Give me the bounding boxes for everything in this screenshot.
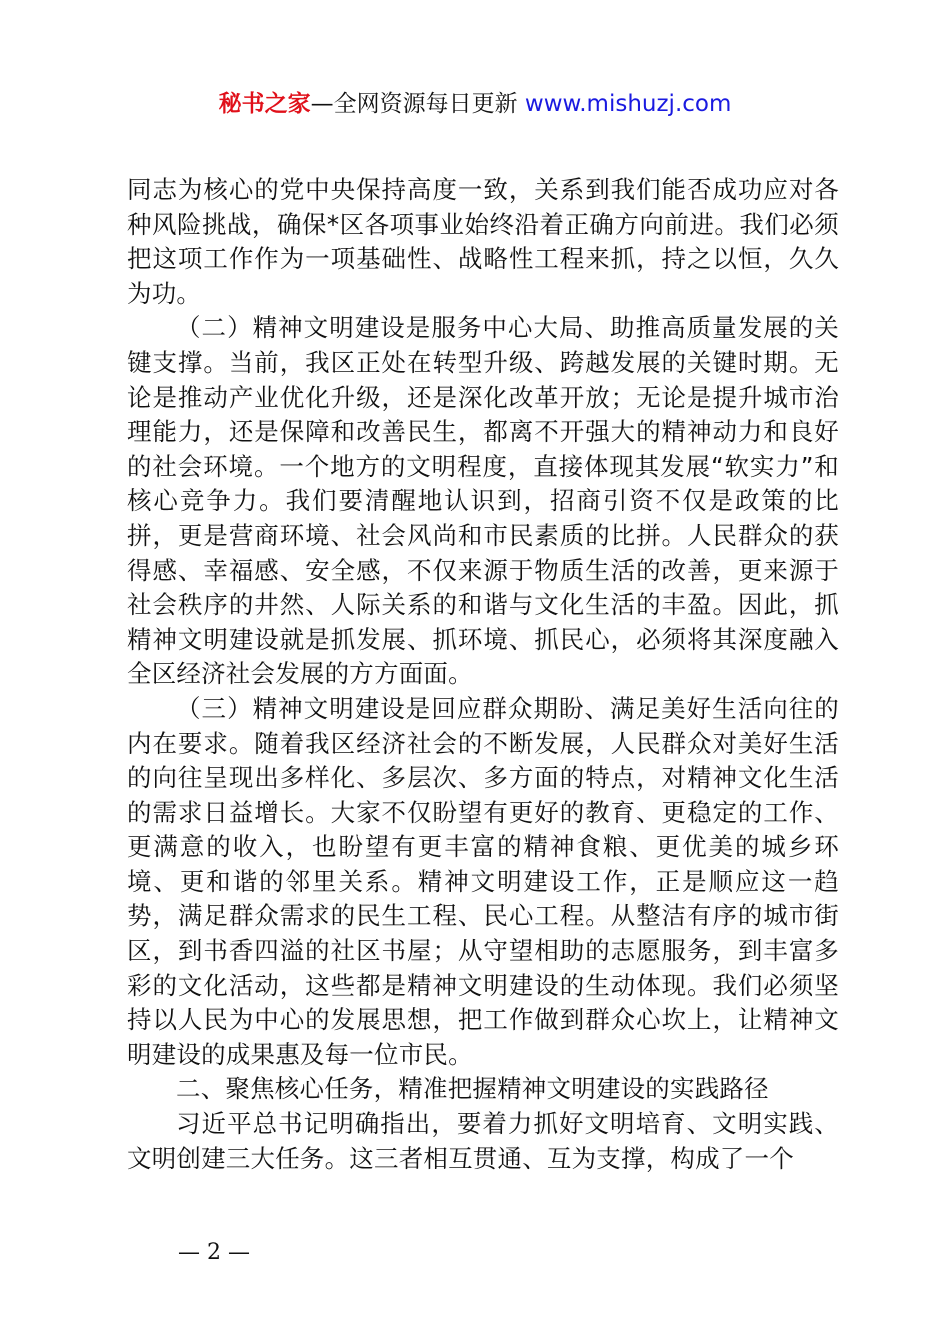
paragraph-1: 同志为核心的党中央保持高度一致，关系到我们能否成功应对各种风险挑战，确保*区各项事业始终沿着正确方向前进。我们必须把这项工作作为一项基础性、战略性工程来抓，持之以恒，久久为功。: [127, 175, 839, 308]
document-body: [127, 173, 839, 1176]
paragraph-2: （二）精神文明建设是服务中心大局、助推高质量发展的关键支撑。当前，我区正处在转型升级、跨越发展的关键时期。无论是推动产业优化升级，还是深化改革开放；无论是提升城市治理能力，还是保障和改善民生，都离不开强大的精神动力和良好的社会环境。一个地方的文明程度，直接体现其发展“软实力”和核心竞争力。我们要清醒地认识到，招商引资不仅是政策的比拼，更是营商环境、社会风尚和市民素质的比拼。人民群众的获得感、幸福感、安全感，不仅来源于物质生活的改善，更来源于社会秩序的井然、人际关系的和谐与文化生活的丰盈。因此，抓精神文明建设就是抓发展、抓环境、抓民心，必须将其深度融入全区经济社会发展的方方面面。: [127, 313, 839, 689]
header-brand: 秘书之家: [218, 91, 311, 117]
section-heading: 二、聚焦核心任务，精准把握精神文明建设的实践路径: [176, 1074, 769, 1104]
header-url-link[interactable]: www.mishuzj.com: [524, 91, 732, 117]
page-header: [0, 88, 950, 120]
paragraph-3: （三）精神文明建设是回应群众期盼、满足美好生活向往的内在要求。随着我区经济社会的不断发展，人民群众对美好生活的向往呈现出多样化、多层次、多方面的特点，对精神文化生活的需求日益增长。大家不仅盼望有更好的教育、更稳定的工作、更满意的收入，也盼望有更丰富的精神食粮、更优美的城乡环境、更和谐的邻里关系。精神文明建设工作，正是顺应这一趋势，满足群众需求的民生工程、民心工程。从整洁有序的城市街区，到书香四溢的社区书屋；从守望相助的志愿服务，到丰富多彩的文化活动，这些都是精神文明建设的生动体现。我们必须坚持以人民为中心的发展思想，把工作做到群众心坎上，让精神文明建设的成果惠及每一位市民。: [127, 693, 839, 1069]
page-number: — 2 —: [178, 1240, 250, 1265]
header-slogan: —全网资源每日更新: [310, 91, 518, 117]
paragraph-5: 习近平总书记明确指出，要着力抓好文明培育、文明实践、文明创建三大任务。这三者相互贯通、互为支撑，构成了一个: [127, 1109, 839, 1173]
